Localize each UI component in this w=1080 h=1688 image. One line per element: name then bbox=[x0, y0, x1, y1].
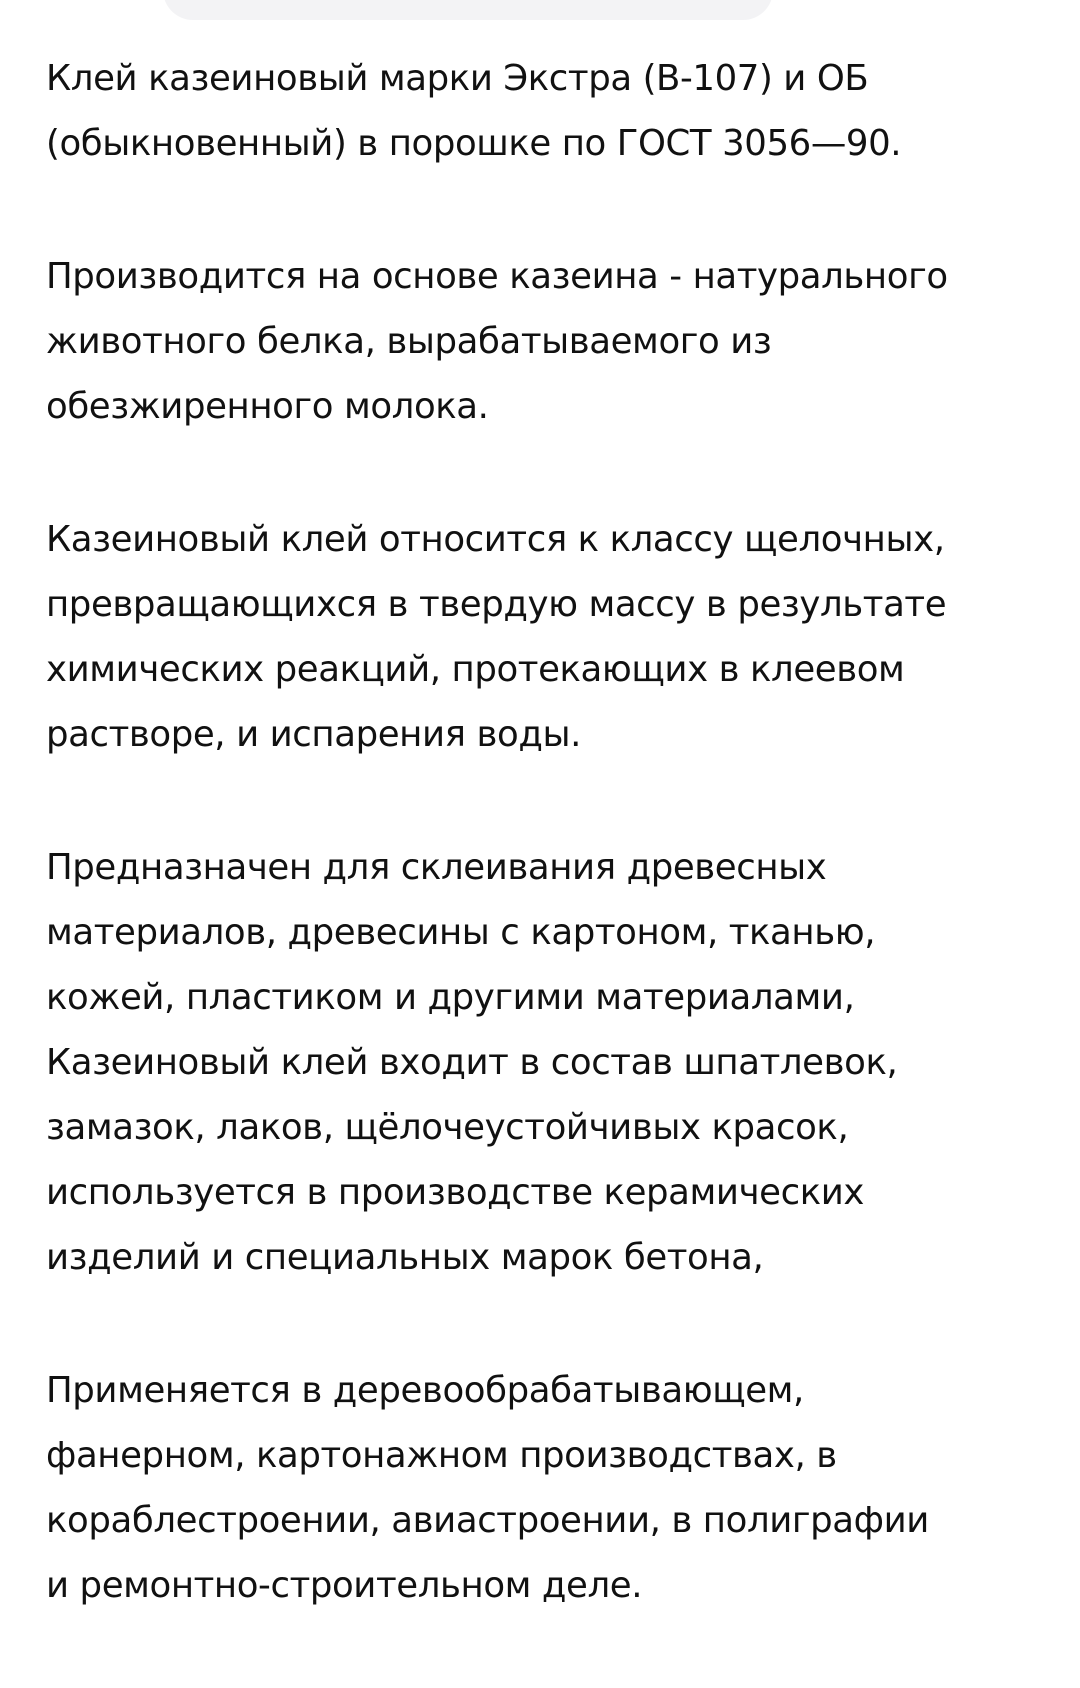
text-line: кораблестроении, авиастроении, в полиграфии bbox=[46, 1500, 929, 1541]
text-line: животного белка, вырабатываемого из bbox=[46, 321, 772, 362]
text-line: фанерном, картонажном производствах, в bbox=[46, 1435, 837, 1476]
paragraph-applications bbox=[46, 1358, 1046, 1618]
paragraph-purpose bbox=[46, 835, 1046, 1290]
text-line: Казеиновый клей входит в состав шпатлевок, bbox=[46, 1042, 898, 1083]
text-line: и ремонтно-строительном деле. bbox=[46, 1565, 643, 1606]
text-line: Предназначен для склеивания древесных bbox=[46, 847, 827, 888]
text-line: обезжиренного молока. bbox=[46, 386, 489, 427]
text-line: изделий и специальных марок бетона, bbox=[46, 1237, 764, 1278]
text-line: химических реакций, протекающих в клеевом bbox=[46, 649, 905, 690]
paragraph-origin bbox=[46, 244, 1046, 439]
top-search-bar-edge[interactable] bbox=[163, 0, 773, 20]
text-line: Казеиновый клей относится к классу щелочных, bbox=[46, 519, 945, 560]
product-description bbox=[46, 46, 1046, 1686]
paragraph-product-name bbox=[46, 46, 1046, 176]
text-line: превращающихся в твердую массу в результате bbox=[46, 584, 947, 625]
text-line: (обыкновенный) в порошке по ГОСТ 3056—90. bbox=[46, 123, 902, 164]
text-line: кожей, пластиком и другими материалами, bbox=[46, 977, 855, 1018]
text-line: используется в производстве керамических bbox=[46, 1172, 865, 1213]
text-line: Клей казеиновый марки Экстра (В-107) и ОБ bbox=[46, 58, 869, 99]
text-line: Применяется в деревообрабатывающем, bbox=[46, 1370, 804, 1411]
text-line: материалов, древесины с картоном, тканью, bbox=[46, 912, 876, 953]
text-line: Производится на основе казеина - натурального bbox=[46, 256, 948, 297]
text-line: замазок, лаков, щёлочеустойчивых красок, bbox=[46, 1107, 849, 1148]
paragraph-classification bbox=[46, 507, 1046, 767]
text-line: растворе, и испарения воды. bbox=[46, 714, 581, 755]
